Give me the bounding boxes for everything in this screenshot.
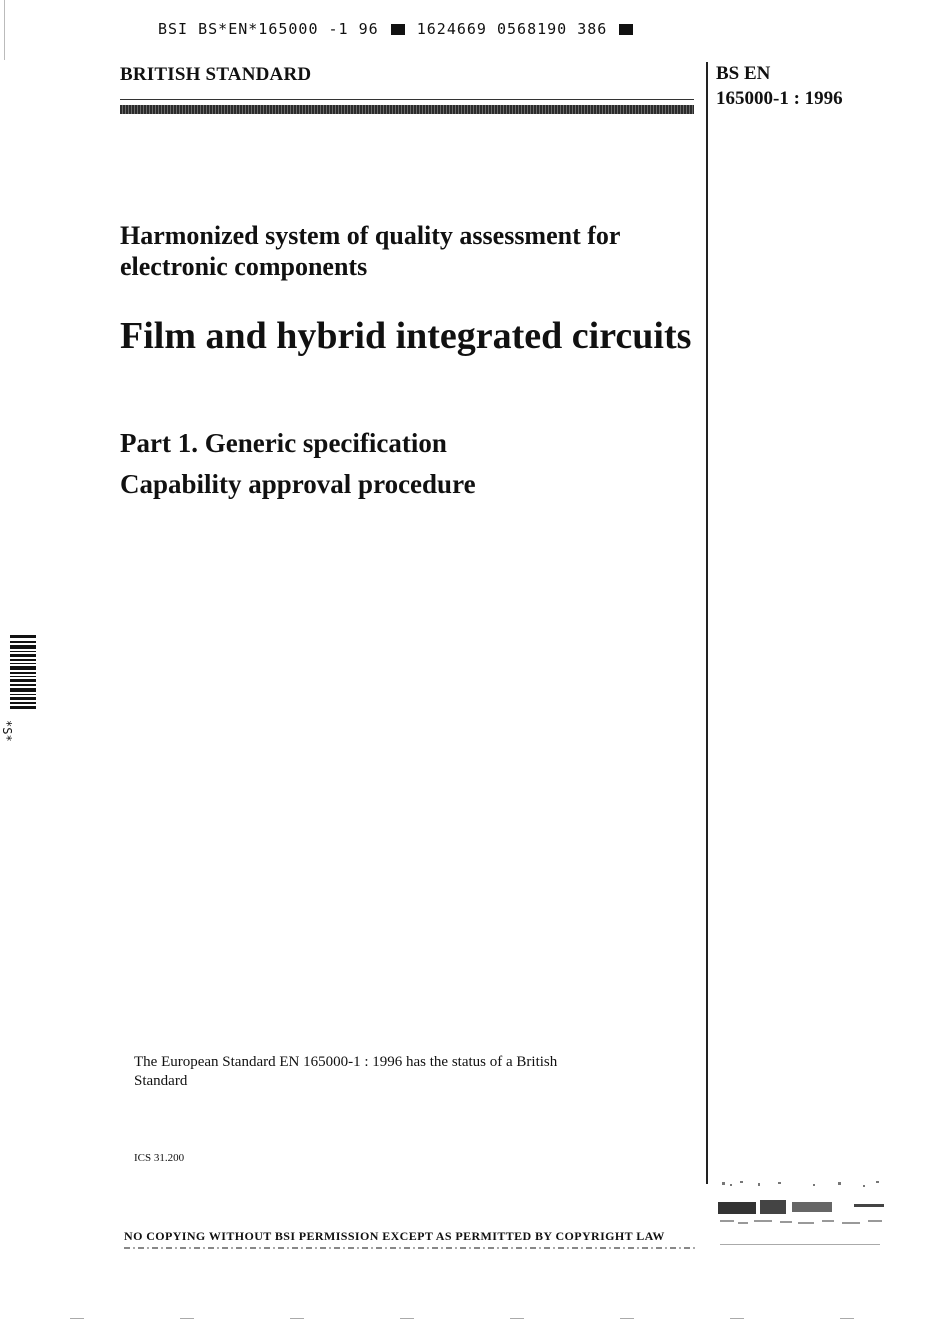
document-header-code [158, 20, 635, 38]
barcode-icon [10, 635, 36, 709]
standard-number [716, 61, 843, 111]
header-code-part1: BSI BS*EN*165000 -1 96 [158, 20, 379, 38]
brand-heading: BRITISH STANDARD [120, 64, 312, 85]
vertical-divider [706, 62, 708, 1184]
block-mark-icon [391, 24, 405, 35]
footer-rule [124, 1247, 696, 1249]
copyright-notice: NO COPYING WITHOUT BSI PERMISSION EXCEPT AS PERMITTED BY COPYRIGHT LAW [124, 1229, 665, 1243]
bsi-logo-icon [718, 1180, 886, 1252]
standard-number-line2: 165000-1 : 1996 [716, 88, 843, 109]
block-mark-icon [619, 24, 633, 35]
header-rule-thick [120, 105, 694, 114]
document-title: Film and hybrid integrated circuits [120, 315, 692, 357]
standard-number-line1: BS EN [716, 63, 771, 84]
scan-bottom-marks [70, 1318, 930, 1319]
part-subheading: Capability approval procedure [120, 469, 476, 499]
document-subtitle: Harmonized system of quality assessment for electronic components [120, 221, 620, 281]
scan-margin-mark [4, 0, 5, 60]
side-code: *S* [0, 720, 14, 742]
ics-code: ICS 31.200 [134, 1152, 185, 1164]
status-note: The European Standard EN 165000-1 : 1996 has the status of a British Standard [134, 1054, 558, 1089]
part-heading: Part 1. Generic specification [120, 428, 447, 458]
header-code-part2: 1624669 0568190 386 [416, 20, 608, 38]
header-rule-thin [120, 99, 694, 100]
